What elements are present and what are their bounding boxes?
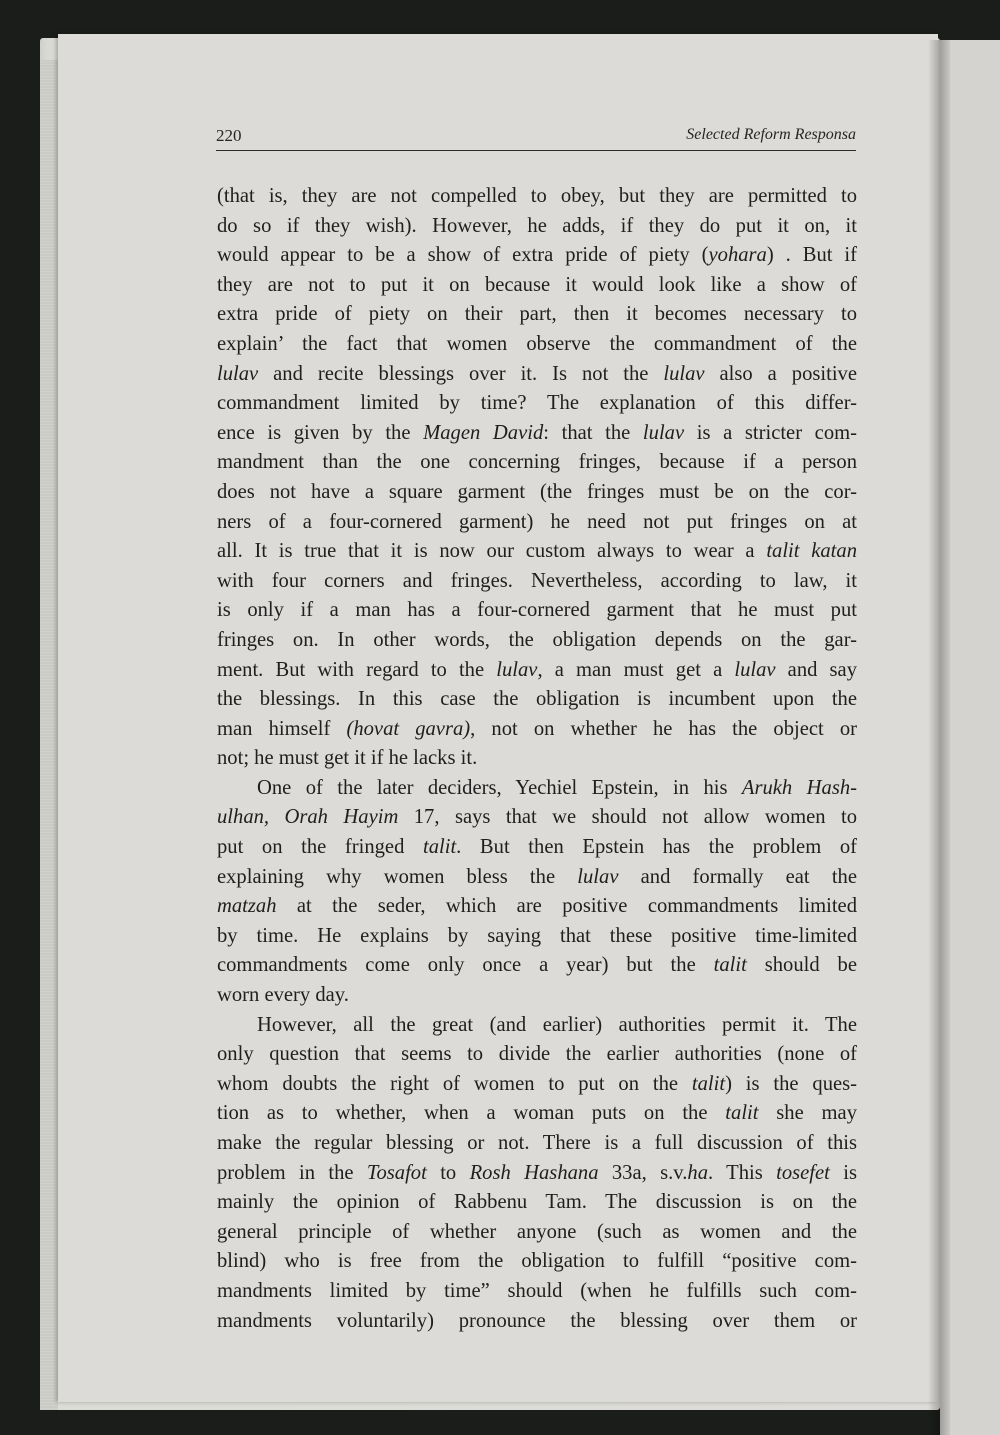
italic-term: Rosh Hashana [469, 1161, 599, 1184]
text-run: worn every day. [217, 984, 349, 1007]
text-run: the blessings. In this case the obligation is incumbent upon the [217, 688, 857, 711]
text-run: they are not to put it on because it would look like a show of [217, 273, 857, 296]
page-header [216, 124, 856, 151]
page-number: 220 [216, 126, 242, 145]
text-run: also a positive [704, 362, 857, 385]
italic-term: yohara [708, 244, 767, 267]
text-run: commandment limited by time? The explanation of this differ- [217, 392, 857, 415]
text-run: (that is, they are not compelled to obey, but they are permitted to [217, 185, 857, 207]
text-line [217, 1011, 857, 1041]
text-run: . This [708, 1161, 777, 1184]
text-run: man himself [217, 717, 347, 740]
text-line [217, 212, 857, 242]
italic-term: (hovat gavra) [346, 717, 471, 740]
italic-term: Arukh Hash- [741, 776, 857, 799]
italic-term: lulav [217, 362, 259, 385]
text-run: would appear to be a show of extra pride of piety ( [217, 244, 709, 267]
text-run: all. It is true that it is now our custom always to wear a [217, 540, 767, 563]
text-run: 33a, s.v. [598, 1161, 688, 1184]
text-run: tion as to whether, when a woman puts on the [217, 1102, 726, 1125]
italic-term: talit [713, 954, 747, 977]
text-line [217, 537, 857, 567]
text-line [217, 981, 857, 1011]
text-run: does not have a square garment (the fringes must be on the cor- [217, 480, 857, 503]
italic-term: lulav [577, 865, 619, 888]
italic-term: Tosafot [366, 1161, 427, 1184]
text-run: fringes on. In other words, the obligation depends on the gar- [217, 628, 857, 651]
italic-term: ha [687, 1161, 708, 1184]
text-line [217, 774, 857, 804]
text-line [217, 596, 857, 626]
text-run: . But then Epstein has the problem of [456, 836, 857, 859]
text-run: ment. But with regard to the [217, 658, 497, 681]
text-run: ) . But if [766, 244, 857, 267]
text-run: blind) who is free from the obligation to fulfill “positive com- [217, 1250, 857, 1273]
text-run: problem in the [217, 1161, 367, 1184]
text-line [217, 478, 857, 508]
body-text [217, 182, 857, 1336]
text-line [217, 448, 857, 478]
text-run: mandments voluntarily) pronounce the blessing over them or [217, 1309, 857, 1332]
text-line [217, 567, 857, 597]
gutter-shadow [928, 40, 950, 1435]
text-run: with four corners and fringes. Nevertheless, according to law, it [217, 569, 857, 592]
text-run: mainly the opinion of Rabbenu Tam. The discussion is on the [217, 1191, 857, 1214]
text-line [217, 803, 857, 833]
text-line [217, 892, 857, 922]
italic-term: Magen David [423, 421, 544, 444]
text-run: explain’ the fact that women observe the commandment of the [217, 332, 857, 355]
text-line [217, 626, 857, 656]
text-line [217, 922, 857, 952]
text-run: However, all the great (and earlier) authorities permit it. The [257, 1013, 857, 1036]
text-run: to [426, 1161, 470, 1184]
text-run: ) is the ques- [725, 1072, 857, 1095]
text-run: is a stricter com- [684, 421, 857, 444]
italic-term: matzah [217, 895, 277, 918]
text-run: 17, says that we should not allow women to [398, 806, 857, 829]
text-run: is [829, 1161, 857, 1184]
text-line [217, 241, 857, 271]
text-line [217, 1277, 857, 1307]
text-line [217, 1129, 857, 1159]
text-run: mandment than the one concerning fringes, because if a person [217, 451, 857, 474]
text-line [217, 656, 857, 686]
text-run: ence is given by the [217, 421, 424, 444]
text-run: is only if a man has a four-cornered garment that he must put [217, 599, 857, 622]
text-run: , a man must get a [537, 658, 735, 681]
text-run: only question that seems to divide the earlier authorities (none of [217, 1043, 857, 1066]
text-line [217, 744, 857, 774]
text-line [217, 360, 857, 390]
text-run: she may [758, 1102, 857, 1125]
text-run: and formally eat the [618, 865, 857, 888]
text-run: and recite blessings over it. Is not the [258, 362, 664, 385]
text-run: make the regular blessing or not. There is a full discussion of this [217, 1132, 857, 1154]
text-line [217, 715, 857, 745]
text-line [217, 1070, 857, 1100]
text-line [217, 1307, 857, 1337]
text-line [217, 1159, 857, 1189]
italic-term: talit [725, 1102, 759, 1125]
text-line [217, 1188, 857, 1218]
italic-term: talit katan [766, 540, 857, 563]
text-run: general principle of whether anyone (such as women and the [217, 1220, 857, 1243]
text-run: whom doubts the right of women to put on the [217, 1072, 692, 1095]
text-run: One of the later deciders, Yechiel Epstein, in his [257, 776, 742, 799]
text-line [217, 1218, 857, 1248]
italic-term: ulhan, Orah Hayim [217, 806, 399, 829]
italic-term: lulav [496, 658, 538, 681]
text-line [217, 1040, 857, 1070]
text-run: do so if they wish). However, he adds, if they do put it on, it [217, 214, 857, 237]
text-line [217, 863, 857, 893]
text-line [217, 508, 857, 538]
text-run: extra pride of piety on their part, then it becomes necessary to [217, 303, 857, 326]
italic-term: talit [691, 1072, 726, 1095]
italic-term: talit [422, 836, 457, 859]
text-line [217, 685, 857, 715]
text-run: at the seder, which are positive commandments limited [276, 895, 857, 918]
text-run: : that the [543, 421, 643, 444]
text-line [217, 1247, 857, 1277]
text-line [217, 419, 857, 449]
text-line [217, 389, 857, 419]
italic-term: lulav [663, 362, 705, 385]
text-run: ners of a four-cornered garment) he need not put fringes on at [217, 510, 857, 533]
text-line [217, 951, 857, 981]
text-line [217, 300, 857, 330]
italic-term: lulav [642, 421, 685, 444]
text-line [217, 1099, 857, 1129]
text-run: commandments come only once a year) but the [217, 954, 714, 977]
text-line [217, 182, 857, 212]
text-line [217, 271, 857, 301]
page-edges [40, 60, 58, 1410]
text-run: put on the fringed [217, 836, 423, 859]
text-line [217, 330, 857, 360]
text-run: , not on whether he has the object or [470, 717, 857, 740]
text-run: by time. He explains by saying that these positive time-limited [217, 924, 857, 947]
text-run: should be [746, 954, 857, 977]
text-run: mandments limited by time” should (when he fulfills such com- [217, 1279, 857, 1302]
italic-term: lulav [734, 658, 776, 681]
text-run: explaining why women bless the [217, 865, 578, 888]
running-head: Selected Reform Responsa [686, 126, 856, 143]
text-line [217, 833, 857, 863]
italic-term: tosefet [776, 1161, 830, 1184]
text-run: and say [775, 658, 857, 681]
text-run: not; he must get it if he lacks it. [217, 747, 478, 770]
